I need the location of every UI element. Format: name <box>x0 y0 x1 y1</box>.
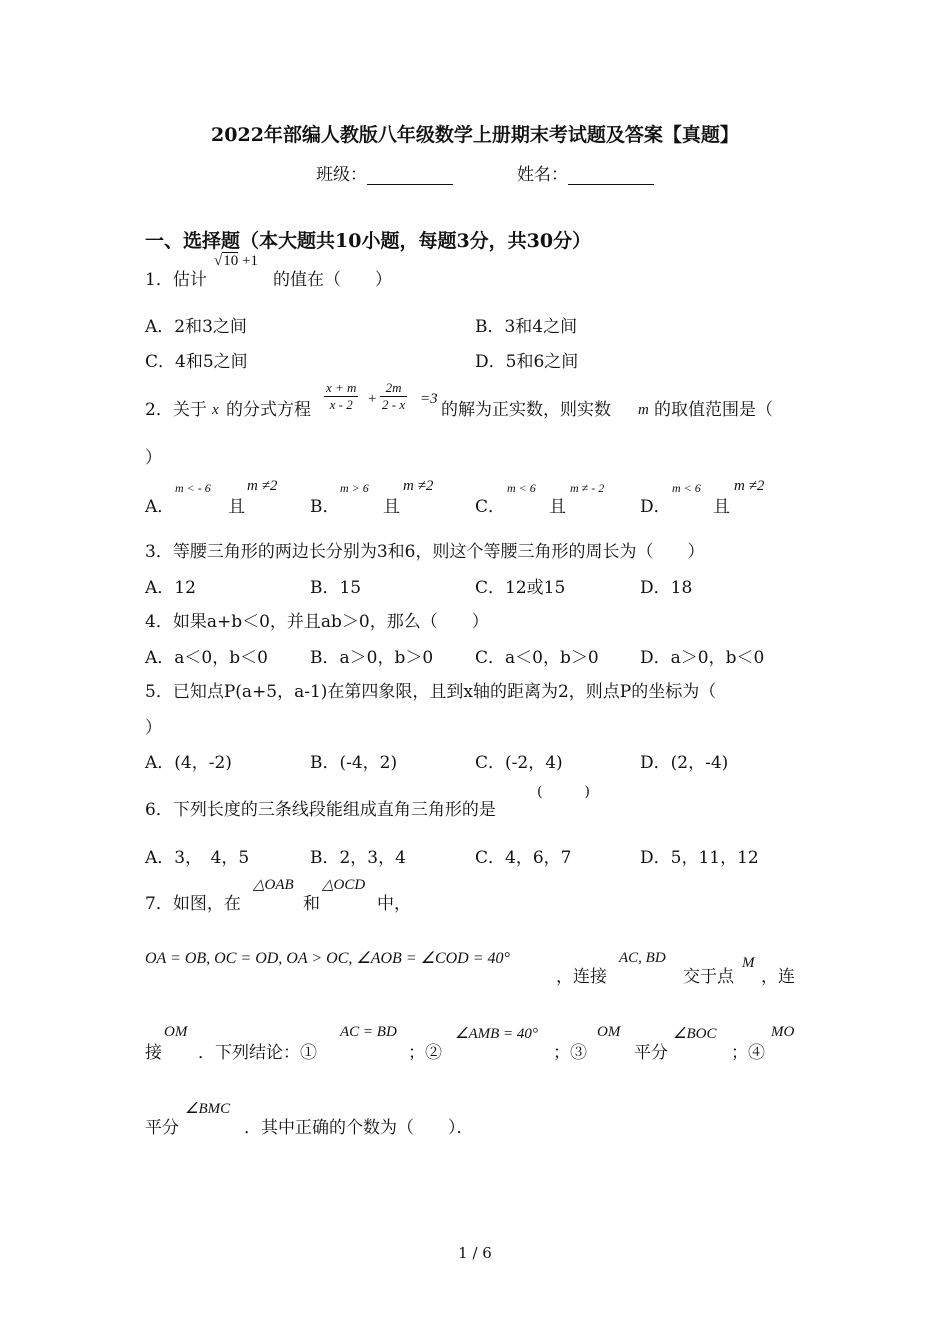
q2-option-b-and: 且 <box>383 497 400 517</box>
q2-option-c-label: C． <box>475 497 506 517</box>
q5-option-b: B．(-4，2) <box>310 753 398 773</box>
q2-f2-numerator: 2m <box>380 380 407 397</box>
q2-equals: =3 <box>420 391 438 407</box>
q2-var-x: x <box>212 402 219 418</box>
q3-option-a: A．12 <box>145 578 196 598</box>
q2-option-b-label: B． <box>310 497 340 517</box>
q6-option-d: D．5，11，12 <box>640 848 759 868</box>
q7-intersect: 交于点 <box>683 967 734 987</box>
q7-sep2: ；② <box>408 1043 442 1063</box>
q2-option-c-cond1: m < 6 <box>507 481 536 495</box>
q7-angle-bmc: ∠BMC <box>185 1101 231 1117</box>
q1-radicand: 10 <box>223 253 239 269</box>
q7-l3-mid: ．下列结论：① <box>198 1043 317 1063</box>
q7-angle-boc: ∠BOC <box>673 1026 717 1042</box>
q7-condition: OA = OB, OC = OD, OA > OC, ∠AOB = ∠COD = 40° <box>145 950 510 967</box>
q7-point-m: M <box>742 955 755 971</box>
class-label: 班级： <box>316 165 367 185</box>
q2-f2-denominator: 2 - x <box>382 397 406 412</box>
page-title: 2022年部编人教版八年级数学上册期末考试题及答案【真题】 <box>211 124 739 146</box>
q5-stem: 5．已知点P(a+5，a-1)在第四象限，且到x轴的距离为2，则点P的坐标为（ <box>145 682 717 702</box>
q6-option-c: C．4，6，7 <box>475 848 572 868</box>
q1-sqrt: √10 +1 <box>214 253 258 269</box>
q2-mid2: 的解为正实数，则实数 <box>441 400 611 420</box>
q4-option-c: C．a＜0，b＞0 <box>475 648 599 668</box>
q2-option-b-cond1: m > 6 <box>340 481 369 495</box>
q7-and: 和 <box>303 894 320 914</box>
q2-fraction-2 <box>380 380 407 413</box>
name-label: 姓名： <box>517 165 568 185</box>
name-field <box>517 160 654 185</box>
q2-option-a-cond1: m < - 6 <box>175 481 211 495</box>
q7-mo: MO <box>771 1024 795 1040</box>
q1-prefix: 1．估计 <box>145 270 207 290</box>
q1-option-b: B．3和4之间 <box>475 317 578 337</box>
q2-option-b-cond2: m ≠2 <box>403 478 434 494</box>
q5-option-d: D．(2，-4) <box>640 753 729 773</box>
q7-conclusion-1: AC = BD <box>340 1024 397 1040</box>
q2-var-m: m <box>638 402 649 418</box>
q1-option-d: D．5和6之间 <box>475 352 579 372</box>
q7-om2: OM <box>597 1024 621 1040</box>
q3-option-c: C．12或15 <box>475 578 566 598</box>
q3-stem: 3．等腰三角形的两边长分别为3和6，则这个等腰三角形的周长为（ ） <box>145 542 705 562</box>
q4-option-b: B．a＞0，b＞0 <box>310 648 434 668</box>
class-blank <box>367 168 453 185</box>
q7-om: OM <box>164 1024 188 1040</box>
q6-stem: 6．下列长度的三条线段能组成直角三角形的是 <box>145 800 496 820</box>
q2-f1-denominator: x - 2 <box>329 397 353 412</box>
q5-option-a: A．(4，-2) <box>145 753 232 773</box>
q6-paren: ( ) <box>537 784 590 800</box>
q6-option-b: B．2，3，4 <box>310 848 406 868</box>
q7-connect: ，连接 <box>556 967 607 987</box>
q7-l3-start: 接 <box>145 1043 162 1063</box>
q7-bisect: 平分 <box>634 1043 668 1063</box>
q3-option-b: B．15 <box>310 578 362 598</box>
q2-option-c-cond2: m ≠ - 2 <box>570 481 605 495</box>
q2-f1-numerator: x + m <box>326 380 357 395</box>
q2-option-d-label: D． <box>640 497 671 517</box>
q2-option-d-and: 且 <box>713 497 730 517</box>
q7-mid: 中， <box>377 894 411 914</box>
q5-option-c: C．(-2，4) <box>475 753 563 773</box>
q2-option-d-cond1: m < 6 <box>672 481 701 495</box>
q7-triangle-ocd: △OCD <box>322 877 366 893</box>
q2-option-a-and: 且 <box>228 497 245 517</box>
q7-sep4: ；④ <box>731 1043 765 1063</box>
q2-prefix: 2．关于 <box>145 400 207 420</box>
q7-sep3: ；③ <box>553 1043 587 1063</box>
q1-option-c: C．4和5之间 <box>145 352 248 372</box>
q4-option-d: D．a＞0，b＜0 <box>640 648 765 668</box>
page-number: 1 / 6 <box>458 1244 492 1262</box>
name-blank <box>568 168 654 185</box>
q7-prefix: 7．如图，在 <box>145 894 241 914</box>
q7-l4-start: 平分 <box>145 1118 179 1138</box>
q1-plus: +1 <box>241 253 258 269</box>
q2-fraction-1 <box>324 380 358 413</box>
q2-option-c-and: 且 <box>549 497 566 517</box>
q2-suffix: 的取值范围是（ <box>654 400 773 420</box>
q4-stem: 4．如果a+b＜0，并且ab＞0，那么（ ） <box>145 612 489 632</box>
q1-suffix: 的值在（ ） <box>273 270 392 290</box>
q7-ac-bd: AC, BD <box>619 950 666 966</box>
q7-connect2: ，连 <box>761 967 795 987</box>
q7-l4-end: ．其中正确的个数为（ ）． <box>244 1118 474 1138</box>
q2-cont: ） <box>145 448 162 468</box>
class-field <box>316 160 453 185</box>
q1-option-a: A．2和3之间 <box>145 317 247 337</box>
section-heading: 一、选择题（本大题共10小题，每题3分，共30分） <box>145 230 592 252</box>
q3-option-d: D．18 <box>640 578 693 598</box>
q6-option-a: A．3， 4，5 <box>145 848 250 868</box>
q2-plus: + <box>367 391 378 407</box>
q2-option-d-cond2: m ≠2 <box>734 478 765 494</box>
q2-option-a-cond2: m ≠2 <box>247 478 278 494</box>
q2-mid1: 的分式方程 <box>226 400 311 420</box>
q7-triangle-oab: △OAB <box>253 877 294 893</box>
q7-conclusion-2: ∠AMB = 40° <box>455 1026 538 1042</box>
q4-option-a: A．a＜0，b＜0 <box>145 648 268 668</box>
q2-option-a-label: A． <box>145 497 175 517</box>
q5-cont: ） <box>145 718 162 738</box>
